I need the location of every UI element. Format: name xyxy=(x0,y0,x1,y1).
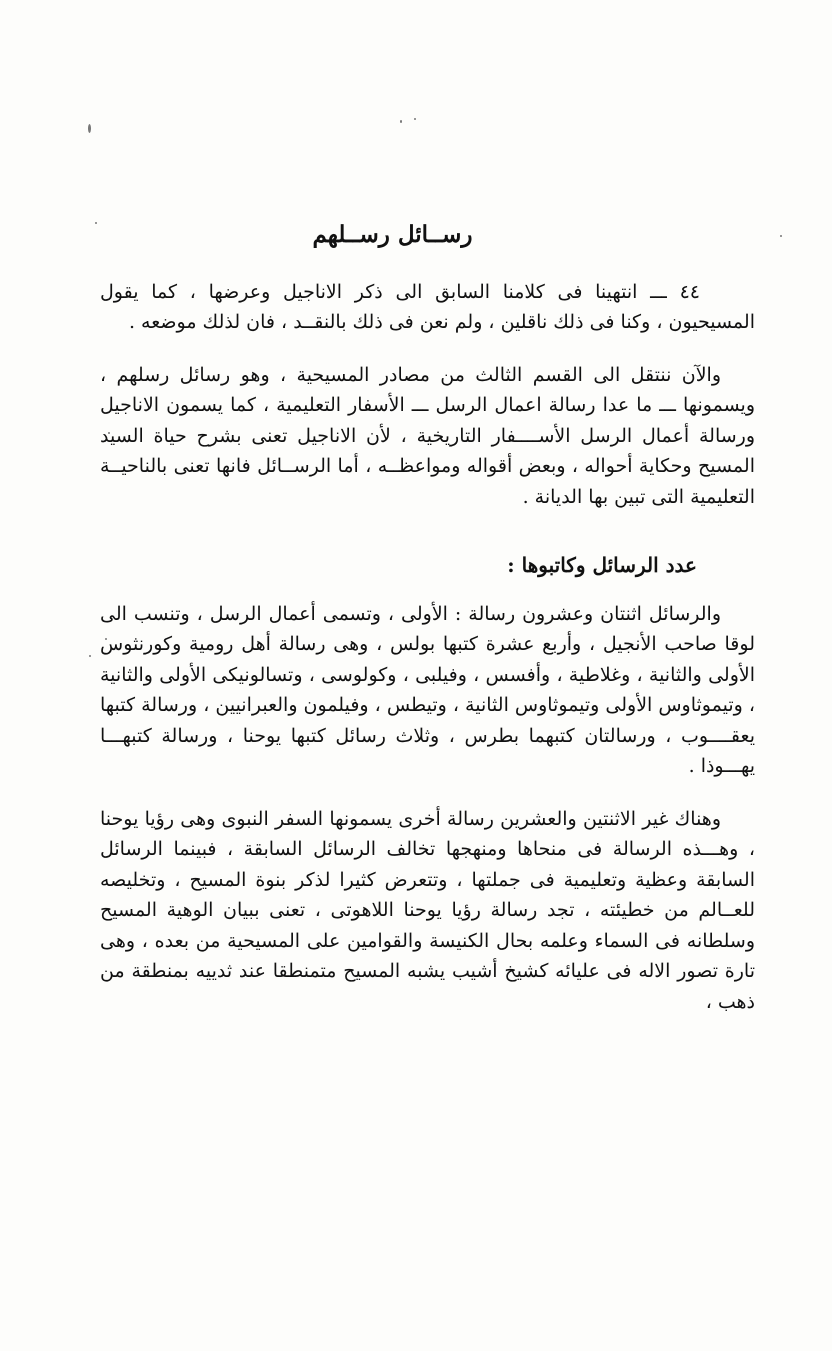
scan-speck xyxy=(89,655,91,657)
scan-speck xyxy=(414,118,416,120)
page-content xyxy=(100,220,755,1039)
scan-speck xyxy=(88,124,91,133)
section-heading: عدد الرسائل وكاتبوها : xyxy=(507,553,697,577)
paragraph-revelation: وهناك غير الاثنتين والعشرين رسالة أخرى يسمونها السفر النبوى وهى رؤيا يوحنا ، وهـــذه الرسالة فى منحاها ومنهجها تخالف الرسائل السابقة ، فبينما الرسائل السابقة وعظية وتعليمية فى جملتها ، وتتعرض كثيرا لذكر بنوة المسيح ، وتخليصه للعــالم من خطيئته ، تجد رسالة رؤيا يوحنا اللاهوتى ، تعنى ببيان الوهية المسيح وسلطانه فى السماء وعلمه بحال الكنيسة والقوامين على المسيحية من بعده ، وهى تارة تصور الاله فى عليائه كشيخ أشيب يشبه المسيح متمنطقا عند ثدييه بمنطقة من ذهب ، xyxy=(100,807,755,1013)
scan-speck xyxy=(95,222,97,224)
scan-speck xyxy=(780,235,782,237)
page-title: رســائل رســلهم xyxy=(312,221,473,248)
scan-speck xyxy=(400,120,402,123)
paragraph-letters-list: والرسائل اثنتان وعشرون رسالة : الأولى ، وتسمى أعمال الرسل ، وتنسب الى لوقا صاحب الأنجيل ، وأربع عشرة كتبها بولس ، وهى رسالة أهل رومية وكورنثوس الأولى والثانية ، وغلاطية ، وأفسس ، وفيلبى ، وكولوسى ، وتسالونيكى الأولى والثانية ، وتيموثاوس الأولى وتيموثاوس الثانية ، وتيطس ، وفيلمون والعبرانيين ، ورسالة كتبها يعقــــوب ، ورسالتان كتبهما بطرس ، وثلاث رسائل كتبها يوحنا ، ورسالة كتبهـــا يهـــوذا . xyxy=(100,602,755,777)
paragraph-intro: ٤٤ ـــ انتهينا فى كلامنا السابق الى ذكر الاناجيل وعرضها ، كما يقول المسيحيون ، وكنا فى ذلك ناقلين ، ولم نعن فى ذلك بالنقــد ، فان لذلك موضعه . xyxy=(100,280,755,333)
paragraph-third-section: والآن ننتقل الى القسم الثالث من مصادر المسيحية ، وهو رسائل رسلهم ، ويسمونها ـــ ما عدا رسالة اعمال الرسل ـــ الأسفار التعليمية ، كما يسمون الاناجيل ورسالة أعمال الرسل الأســــفار التاريخية ، لأن الاناجيل تعنى بشرح حياة السيد المسيح وحكاية أحواله ، وبعض أقواله ومواعظــه ، أما الرســائل فانها تعنى بالناحيــة التعليمية التى تبين بها الديانة . xyxy=(100,363,755,508)
